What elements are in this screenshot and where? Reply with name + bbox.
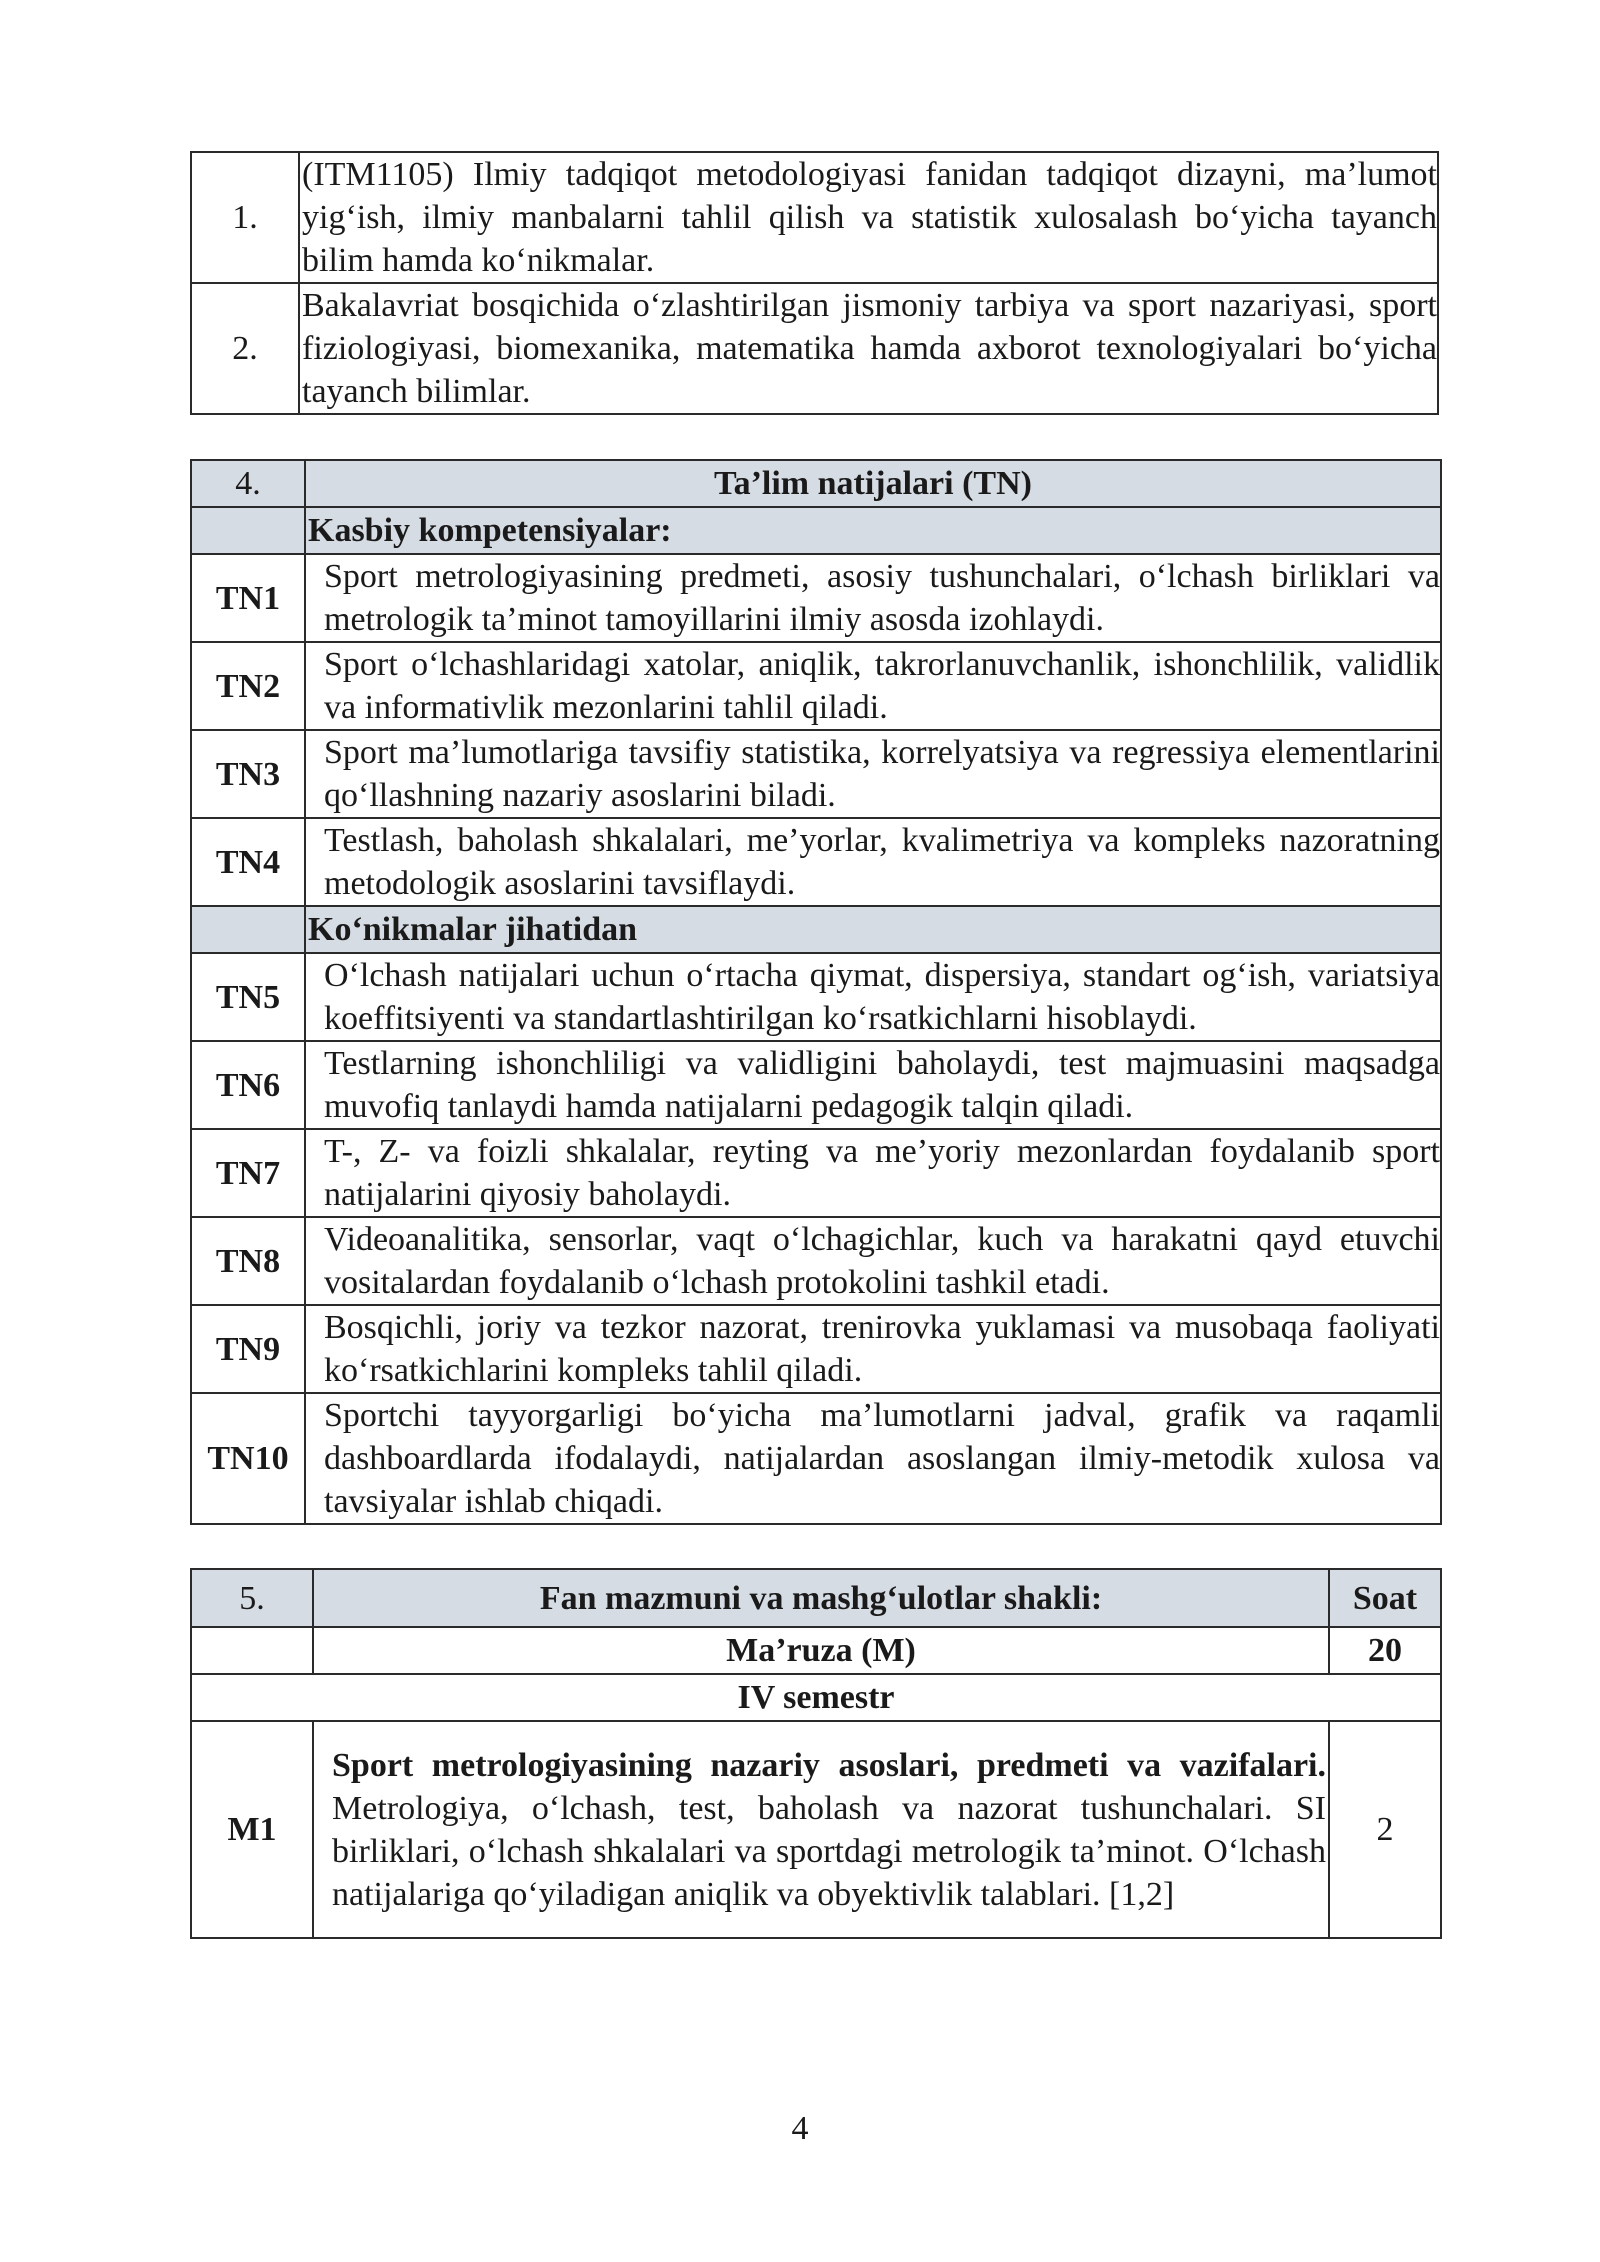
outcome-row [191,818,1441,906]
outcome-row [191,953,1441,1041]
outcome-text: Sportchi tayyorgarligi bo‘yicha ma’lumotlarni jadval, grafik va raqamli dashboardlarda ifodalaydi, natijalardan asoslangan ilmiy-metodik xulosa va tavsiyalar ishlab chiqadi. [305,1393,1441,1524]
outcome-text: Sport o‘lchashlaridagi xatolar, aniqlik, takrorlanuvchanlik, ishonchlilik, validlik va informativlik mezonlarini tahlil qiladi. [305,642,1441,730]
row-number: 1. [191,152,299,283]
topic-row [191,1721,1441,1938]
outcome-code: TN4 [191,818,305,906]
outcome-code: TN10 [191,1393,305,1524]
prerequisite-row [191,283,1438,414]
prerequisite-text: Bakalavriat bosqichida o‘zlashtirilgan jismoniy tarbiya va sport nazariyasi, sport fiziologiyasi, biomexanika, matematika hamda axborot texnologiyalari bo‘yicha tayanch bilimlar. [299,283,1438,414]
page-number: 4 [791,2110,809,2147]
outcome-row [191,554,1441,642]
outcome-code: TN5 [191,953,305,1041]
topic-description [313,1721,1329,1938]
topic-text: Metrologiya, o‘lchash, test, baholash va nazorat tushunchalari. SI birliklari, o‘lchash shkalalari va sportdagi metrologik ta’minot. O‘lchash natijalariga qo‘yiladigan aniqlik va obyektivlik talablari. [1,2] [332,1789,1326,1913]
section-title: Ta’lim natijalari (TN) [305,460,1441,507]
outcome-row [191,1217,1441,1305]
outcome-text: Bosqichli, joriy va tezkor nazorat, trenirovka yuklamasi va musobaqa faoliyati ko‘rsatkichlarini kompleks tahlil qiladi. [305,1305,1441,1393]
outcome-code: TN1 [191,554,305,642]
semester-row [191,1674,1441,1721]
row-number: 2. [191,283,299,414]
outcome-row [191,1041,1441,1129]
prerequisite-text: (ITM1105) Ilmiy tadqiqot metodologiyasi fanidan tadqiqot dizayni, ma’lumot yig‘ish, ilmiy manbalarni tahlil qilish va statistik xulosalash bo‘yicha tayanch bilim hamda ko‘nikmalar. [299,152,1438,283]
outcome-code: TN8 [191,1217,305,1305]
topic-title: Sport metrologiyasining nazariy asoslari, predmeti va vazifalari. [332,1746,1326,1784]
topic-hours: 2 [1329,1721,1441,1938]
section-number: 5. [191,1569,313,1627]
outcome-row [191,1305,1441,1393]
outcome-text: Sport ma’lumotlariga tavsifiy statistika, korrelyatsiya va regressiya elementlarini qo‘llashning nazariy asoslarini biladi. [305,730,1441,818]
topic-code: M1 [191,1721,313,1938]
prerequisites-table [190,151,1439,415]
outcome-code: TN6 [191,1041,305,1129]
learning-outcomes-table [190,459,1442,1525]
section-header-row [191,1569,1441,1627]
course-content-table [190,1568,1442,1939]
lecture-row [191,1627,1441,1674]
outcome-text: Testlarning ishonchliligi va validligini baholaydi, test majmuasini maqsadga muvofiq tanlaydi hamda natijalarni pedagogik talqin qiladi. [305,1041,1441,1129]
prerequisite-row [191,152,1438,283]
outcome-row [191,642,1441,730]
hours-header: Soat [1329,1569,1441,1627]
outcome-text: Testlash, baholash shkalalari, me’yorlar, kvalimetriya va kompleks nazoratning metodologik asoslarini tavsiflaydi. [305,818,1441,906]
outcome-text: Sport metrologiyasining predmeti, asosiy tushunchalari, o‘lchash birliklari va metrologik ta’minot tamoyillarini ilmiy asosda izohlaydi. [305,554,1441,642]
outcome-code: TN7 [191,1129,305,1217]
outcome-text: Videoanalitika, sensorlar, vaqt o‘lchagichlar, kuch va harakatni qayd etuvchi vositalardan foydalanib o‘lchash protokolini tashkil etadi. [305,1217,1441,1305]
lecture-hours: 20 [1329,1627,1441,1674]
group-header-row [191,507,1441,554]
outcome-row [191,1129,1441,1217]
group-title-skills: Ko‘nikmalar jihatidan [305,906,1441,953]
section-number: 4. [191,460,305,507]
lecture-label: Ma’ruza (M) [313,1627,1329,1674]
section-title: Fan mazmuni va mashg‘ulotlar shakli: [313,1569,1329,1627]
outcome-text: O‘lchash natijalari uchun o‘rtacha qiymat, dispersiya, standart og‘ish, variatsiya koeffitsiyenti va standartlashtirilgan ko‘rsatkichlarni hisoblaydi. [305,953,1441,1041]
outcome-row [191,730,1441,818]
group-header-row [191,906,1441,953]
outcome-text: T-, Z- va foizli shkalalar, reyting va me’yoriy mezonlardan foydalanib sport natijalarini qiyosiy baholaydi. [305,1129,1441,1217]
outcome-row [191,1393,1441,1524]
group-title-professional: Kasbiy kompetensiyalar: [305,507,1441,554]
outcome-code: TN3 [191,730,305,818]
semester-label: IV semestr [191,1674,1441,1721]
outcome-code: TN2 [191,642,305,730]
section-header-row [191,460,1441,507]
outcome-code: TN9 [191,1305,305,1393]
